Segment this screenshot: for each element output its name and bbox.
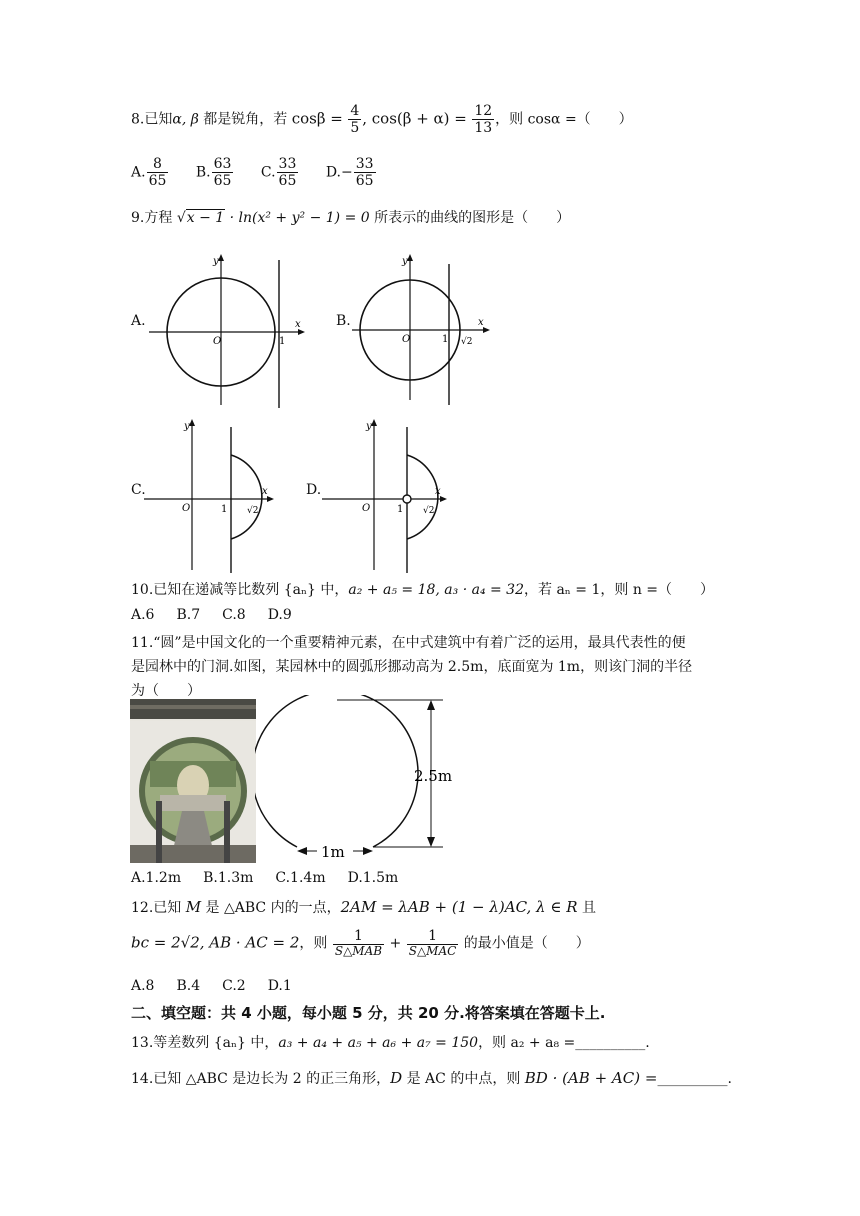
one-label: 1 — [442, 334, 449, 345]
one-label: 1 — [279, 336, 286, 347]
question-14 — [131, 1068, 732, 1088]
q14-text-c: 是 AC 的中点，则 — [402, 1071, 525, 1087]
q8-option-d-sign: − — [341, 164, 353, 181]
section-2-title: 二、填空题：共 4 小题，每小题 5 分，共 20 分.将答案填在答题卡上. — [131, 1004, 606, 1022]
q8-option-d[interactable] — [326, 156, 377, 189]
q8-option-b-den: 65 — [213, 173, 232, 190]
q9-option-c-label[interactable]: C. — [131, 482, 146, 498]
q9-suffix: 所表示的曲线的图形是（ ） — [369, 210, 571, 226]
q12-line2-b: ，则 — [299, 935, 332, 952]
q8-mid: 都是锐角，若 — [198, 111, 292, 128]
q8-option-c-label: C. — [260, 164, 276, 181]
question-9 — [131, 207, 570, 227]
q8-prefix: 8.已知 — [131, 111, 173, 128]
q8-option-b-num: 63 — [213, 156, 232, 172]
q11-line-3: 为（ ） — [131, 683, 201, 699]
q12-frac-2 — [407, 928, 459, 959]
q9-option-d-label[interactable]: D. — [306, 482, 322, 498]
root2-label: √2 — [423, 506, 435, 516]
q12-option-d[interactable]: D.1 — [267, 978, 292, 994]
gate-arc — [255, 695, 418, 847]
q8-cosb: cosβ = — [291, 109, 343, 128]
q10-option-a[interactable]: A.6 — [131, 607, 155, 623]
q14-text-a: 14.已知 △ABC 是边长为 2 的正三角形， — [131, 1071, 391, 1087]
q12-options — [131, 978, 314, 994]
q8-options — [131, 156, 399, 189]
q12-line2-c: 的最小值是（ ） — [459, 935, 590, 952]
q9-sqrt: √x − 1 — [176, 210, 225, 226]
origin-label: O — [182, 503, 191, 514]
q8-option-c-den: 65 — [278, 173, 297, 190]
q12-frac-2-num: 1 — [407, 928, 459, 945]
q8-option-a[interactable] — [131, 156, 169, 189]
q11-line-1: 11.“圆”是中国文化的一个重要精神元素，在中式建筑中有着广泛的运用，最具代表性的便 — [131, 635, 686, 651]
q12-option-a[interactable]: A.8 — [131, 978, 155, 994]
q14-text-b: D — [390, 1069, 403, 1087]
question-8 — [131, 103, 633, 136]
x-label: x — [435, 486, 441, 497]
moon-gate-photo — [130, 699, 256, 863]
open-point — [403, 495, 411, 503]
width-label: 1m — [321, 843, 345, 861]
circle-arc — [231, 455, 262, 539]
x-axis-arrow — [267, 496, 274, 502]
x-label: x — [262, 486, 268, 497]
q9-graph-c — [142, 415, 282, 575]
question-13 — [131, 1032, 650, 1052]
x-axis-arrow — [440, 496, 447, 502]
q9-eq-b: · ln(x² + y² − 1) = 0 — [225, 210, 370, 226]
q8-option-d-num: 33 — [355, 156, 374, 172]
q9-graph-d — [320, 415, 460, 575]
height-label: 2.5m — [414, 767, 453, 785]
q13-blank[interactable]: __________. — [575, 1035, 650, 1051]
question-12-line-2 — [131, 928, 590, 959]
q8-option-c[interactable] — [261, 156, 300, 189]
q9-eq-a: x − 1 — [186, 210, 225, 226]
q8-option-b[interactable] — [196, 156, 235, 189]
q8-option-a-num: 8 — [147, 156, 169, 173]
one-label: 1 — [397, 504, 404, 515]
origin-label: O — [402, 334, 411, 345]
x-axis-arrow — [483, 327, 490, 333]
y-axis-arrow — [218, 254, 224, 261]
y-axis-arrow — [371, 419, 377, 426]
question-10 — [131, 579, 714, 599]
q8-frac-cosb-den: 5 — [350, 120, 360, 137]
q8-option-c-num: 33 — [278, 156, 297, 172]
x-label: x — [478, 317, 484, 328]
origin-label: O — [362, 503, 371, 514]
q12-frac-2-den: S△MAC — [408, 944, 457, 959]
q12-line1-d: 2AM = λAB + (1 − λ)AC, λ ∈ R — [340, 898, 578, 916]
q8-frac-cosba — [472, 103, 494, 136]
q10-text-b: a₂ + a₅ = 18, a₃ · a₄ = 32 — [348, 582, 524, 598]
q11-option-c[interactable]: C.1.4m — [275, 870, 326, 886]
q12-line2-a: bc = 2√2, AB · AC = 2 — [131, 933, 300, 952]
q12-line1-b: M — [185, 898, 202, 916]
q8-ask: ，则 cosα =（ ） — [495, 111, 633, 128]
root2-label: √2 — [461, 337, 473, 347]
question-12-line-1 — [131, 897, 596, 917]
x-label: x — [295, 319, 301, 330]
q10-option-b[interactable]: B.7 — [176, 607, 201, 623]
y-label: y — [213, 256, 219, 267]
q10-text-c: ，若 aₙ = 1，则 n =（ ） — [524, 582, 715, 598]
q14-text-d: BD · (AB + AC) = — [524, 1069, 658, 1087]
y-axis-arrow — [407, 254, 413, 261]
q10-option-d[interactable]: D.9 — [267, 607, 292, 623]
q8-cosba: , cos(β + α) = — [362, 109, 467, 128]
origin-label: O — [213, 336, 222, 347]
y-label: y — [184, 421, 190, 432]
y-label: y — [366, 421, 372, 432]
y-axis-arrow — [189, 419, 195, 426]
q12-frac-1-den: S△MAB — [334, 944, 383, 959]
q10-options — [131, 607, 314, 623]
q12-line1-a: 12.已知 — [131, 900, 186, 916]
q8-frac-cosba-den: 13 — [474, 120, 493, 137]
q12-plus: + — [385, 935, 406, 952]
q13-text-a: 13.等差数列 {aₙ} 中， — [131, 1035, 279, 1051]
q8-vars: α, β — [172, 111, 199, 128]
q13-text-b: a₃ + a₄ + a₅ + a₆ + a₇ = 150 — [278, 1035, 479, 1051]
y-label: y — [402, 256, 408, 267]
q12-line1-c: 是 △ABC 内的一点， — [201, 900, 341, 916]
q8-option-a-den: 65 — [148, 173, 167, 190]
q11-option-a[interactable]: A.1.2m — [131, 870, 182, 886]
root2-label: √2 — [247, 506, 259, 516]
one-label: 1 — [221, 504, 228, 515]
q9-option-a-label[interactable]: A. — [131, 313, 146, 329]
q11-line-2: 是园林中的门洞.如图，某园林中的圆弧形挪动高为 2.5m，底面宽为 1m，则该门洞的半径 — [131, 659, 693, 675]
circle-arc — [407, 455, 438, 539]
q10-option-c[interactable]: C.8 — [222, 607, 246, 623]
q12-option-b[interactable]: B.4 — [176, 978, 201, 994]
q12-frac-1 — [333, 928, 384, 959]
q8-frac-cosb — [348, 103, 361, 136]
q12-frac-1-num: 1 — [333, 928, 384, 945]
q8-option-d-den: 65 — [355, 173, 374, 190]
q8-option-d-label: D. — [325, 164, 342, 181]
q11-options — [131, 870, 420, 886]
q8-option-a-label: A. — [131, 164, 146, 181]
q8-frac-cosba-num: 12 — [474, 103, 493, 119]
q14-blank[interactable]: __________. — [657, 1071, 732, 1087]
q11-arc-diagram — [255, 695, 465, 867]
q8-frac-cosb-num: 4 — [350, 103, 360, 119]
q12-line1-e: 且 — [577, 900, 596, 916]
q9-prefix: 9.方程 — [131, 210, 177, 226]
q9-option-b-label[interactable]: B. — [336, 313, 351, 329]
q13-text-c: ，则 a₂ + a₈ = — [478, 1035, 576, 1051]
q11-option-b[interactable]: B.1.3m — [203, 870, 254, 886]
q9-graph-b — [350, 250, 500, 410]
q10-text-a: 10.已知在递减等比数列 {aₙ} 中， — [131, 582, 349, 598]
q11-option-d[interactable]: D.1.5m — [347, 870, 399, 886]
q9-graph-a — [145, 250, 315, 410]
q12-option-c[interactable]: C.2 — [222, 978, 246, 994]
q8-option-b-label: B. — [195, 164, 211, 181]
